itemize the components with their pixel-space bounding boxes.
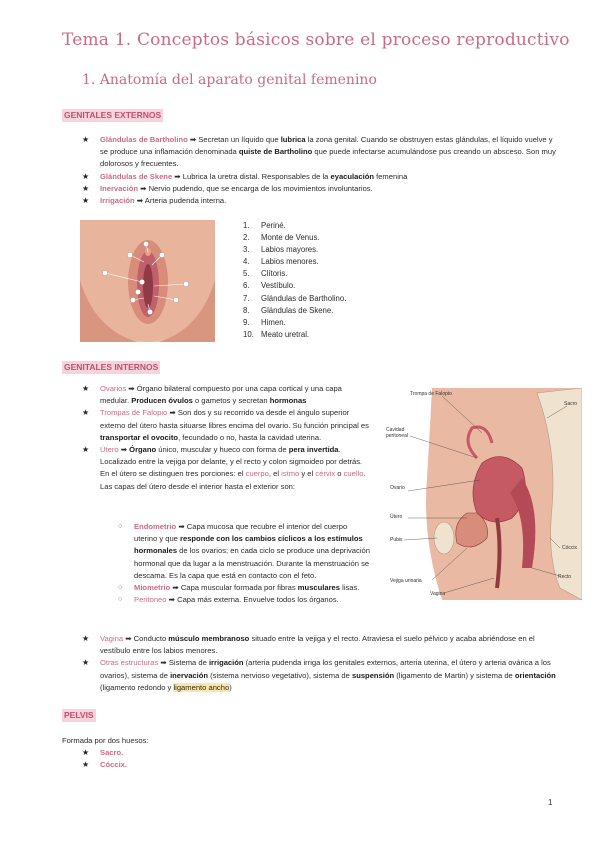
item-number: 1. — [243, 221, 250, 230]
list-item: ○ Endometrio ➡ Capa mucosa que recubre el interior del cuerpo uterino y que responde con los cambios cíclicos a los estímulos hormonales de los ovarios; en cada ciclo se produce una deprivación hormonal que da lugar a la menstruación. Durante la menstruación se descama. Es la capa que está en contacto con el feto. — [118, 522, 370, 580]
list-item: ★ Cóccix. — [82, 759, 382, 771]
numbered-list — [243, 220, 346, 341]
numbered-list-item — [243, 305, 346, 317]
star-icon: ★ — [82, 748, 90, 757]
list-item: ★ Glándulas de Bartholino ➡ Secretan un líquido que lubrica la zona genital. Cuando se obstruyen estas glándulas, el líquido vuelve y se produce una inflamación denominada quiste de Bartholino que puede infectarse acumulándose pus creando un absceso. Son muy dolorosos y frecuentes. — [82, 135, 556, 169]
star-icon: ★ — [82, 634, 90, 643]
item-text: Glándulas de Bartholino. — [261, 293, 347, 303]
numbered-list-item — [243, 317, 346, 329]
item-number: 10. — [243, 329, 254, 339]
numbered-list-item — [243, 293, 346, 305]
item-number: 9. — [243, 317, 250, 327]
numbered-list-item — [243, 280, 346, 292]
item-number: 3. — [243, 245, 250, 255]
circle-bullet-icon: ○ — [118, 523, 123, 530]
internal-genitalia-figure — [382, 388, 582, 600]
item-text: Meato uretral. — [261, 329, 310, 339]
external-genitalia-figure — [80, 220, 215, 342]
item-text: Glándulas de Skene. — [261, 305, 334, 315]
item-number: 8. — [243, 305, 250, 315]
list-item: ★ Inervación ➡ Nervio pudendo, que se encarga de los movimientos involuntarios. — [82, 183, 560, 195]
list-item: ★ Ovarios ➡ Órgano bilateral compuesto por una capa cortical y una capa medular. Producen óvulos o gametos y secretan hormonas — [82, 384, 342, 406]
fig-label-coccix: Cóccix — [562, 545, 578, 551]
item-number: 4. — [243, 257, 250, 267]
list-item: ★ Otras estructuras ➡ Sistema de irrigación (arteria pudenda irriga los genitales externos, arteria uterina, el útero y arteria ovárica a los ovarios), sistema de inervación (sistema nervioso vegetativo), sistema de suspensión (ligamento de Martin) y sistema de orientación (ligamento redondo y ligamento ancho) — [82, 658, 556, 692]
item-text: Labios menores. — [261, 257, 319, 267]
fig-label-utero: Útero — [390, 514, 403, 520]
item-number: 7. — [243, 293, 250, 303]
list-item: ★ Sacro. — [82, 747, 382, 759]
item-text: Vestíbulo. — [261, 281, 296, 291]
item-number: 2. — [243, 233, 250, 243]
list-item: ○ Miometrio ➡ Capa muscular formada por fibras musculares lisas. — [118, 582, 372, 594]
item-text: Himen. — [261, 317, 286, 327]
fig-label-recto: Recto — [558, 574, 572, 580]
numbered-list-item — [243, 329, 346, 341]
star-icon: ★ — [82, 171, 90, 181]
numbered-list-item — [243, 268, 346, 280]
list-item: ★ Irrigación ➡ Arteria pudenda interna. — [82, 195, 560, 207]
star-icon: ★ — [82, 445, 90, 455]
page-number: 1 — [548, 798, 553, 807]
numbered-list-item — [243, 220, 346, 232]
section-label-internos: GENITALES INTERNOS — [64, 362, 159, 372]
fig-label-peritoneal: peritoneal — [386, 433, 408, 439]
star-icon: ★ — [82, 384, 90, 393]
fig-label-vejiga: Vejiga urinaria — [390, 578, 422, 584]
item-text: Labios mayores. — [261, 245, 319, 255]
star-icon: ★ — [82, 760, 90, 770]
fig-label-trompa: Trompa de Falopio — [410, 391, 452, 397]
section-label-pelvis: PELVIS — [64, 710, 94, 720]
star-icon: ★ — [82, 196, 90, 206]
list-item: ★ Vagina ➡ Conducto músculo membranoso situado entre la vejiga y el recto. Atraviesa el suelo pélvico y acaba abriéndose en el vestíbulo entre los labios menores. — [82, 634, 535, 656]
internos-list-a — [82, 383, 372, 493]
utero-layers-list — [118, 521, 372, 606]
numbered-list-item — [243, 256, 346, 268]
item-text: Clítoris. — [261, 269, 288, 279]
item-number: 5. — [243, 269, 250, 279]
item-text: Monte de Venus. — [261, 233, 320, 243]
numbered-list-item — [243, 232, 346, 244]
star-icon: ★ — [82, 135, 90, 144]
list-item: ★ Útero ➡ Órgano único, muscular y hueco con forma de pera invertida. Localizado entre la vejiga por delante, y el recto y colon sigmoideo por detrás. En el útero se distinguen tres porciones: el cuerpo, el istmo y el cérvix o cuello. Las capas del útero desde el interior hasta el exterior son: — [82, 445, 366, 491]
fig-label-ovario: Ovario — [390, 485, 405, 491]
circle-bullet-icon: ○ — [118, 596, 123, 604]
list-item: ★ Glándulas de Skene ➡ Lubrica la uretra distal. Responsables de la eyaculación femenina — [82, 171, 560, 183]
star-icon: ★ — [82, 183, 90, 193]
item-text: Periné. — [261, 221, 286, 230]
item-number: 6. — [243, 281, 250, 291]
page-title: Tema 1. Conceptos básicos sobre el proceso reproductivo — [62, 30, 570, 50]
section-heading: 1. Anatomía del aparato genital femenino — [82, 72, 377, 88]
list-item: ○ Peritoneo ➡ Capa más externa. Envuelve todos los órganos. — [118, 594, 372, 606]
fig-label-pubis: Pubis — [390, 537, 403, 543]
star-icon: ★ — [82, 408, 90, 418]
externos-list — [82, 134, 560, 207]
fig-label-vagina: Vagina — [430, 591, 446, 597]
pelvis-list — [82, 747, 382, 771]
numbered-list-item — [243, 244, 346, 256]
section-label-externos: GENITALES EXTERNOS — [64, 110, 162, 120]
internos-list-b — [82, 633, 560, 694]
pelvis-intro: Formada por dos huesos: — [62, 736, 149, 745]
fig-label-cavidad: Cavidad — [386, 427, 405, 433]
fig-label-sacro: Sacro — [564, 401, 578, 407]
list-item: ★ Trompas de Falopio ➡ Son dos y su recorrido va desde el ángulo superior externo del útero hasta situarse libres encima del ovario. Su función principal es transportar el ovocito, fecundado o no, hasta la cavidad uterina. — [82, 408, 369, 442]
circle-bullet-icon: ○ — [118, 584, 123, 592]
star-icon: ★ — [82, 658, 90, 668]
